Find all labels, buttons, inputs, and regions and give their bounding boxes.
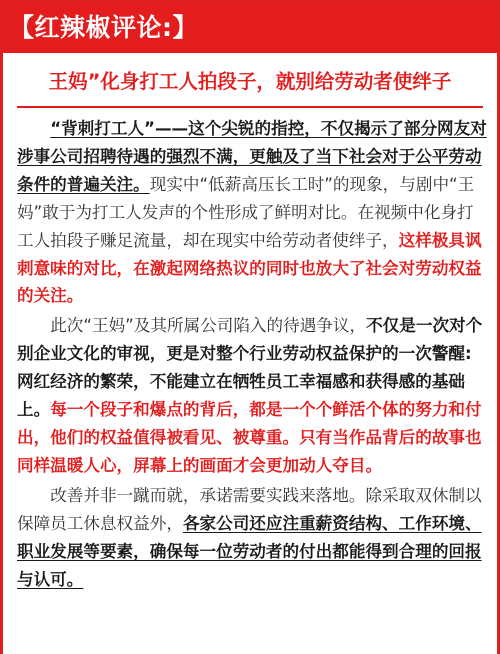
paragraph-3-bold-underlined: 各家公司还应注重薪资结构、工作环境、职业发展等要素，确保每一位劳动者的付出都能得到合理的回报与认可。 (17, 513, 482, 589)
subtitle-divider (17, 106, 483, 108)
paragraph-1-highlight-red: 这样极具讽刺意味的对比，在激起网络热议的同时也放大了社会对劳动权益的关注。 (17, 230, 482, 306)
paragraph-1-body: 现实中“低薪高压长工时”的现象，与剧中“王妈”敢于为打工人发声的个性形成了鲜明对比。在视频中化身打工人拍段子赚足流量，却在现实中给劳动者使绊子， (17, 174, 475, 250)
header-title: 【红辣椒评论:】 (9, 13, 198, 42)
paragraph-3 (17, 482, 487, 594)
article-body (17, 115, 487, 593)
paragraph-2 (17, 312, 487, 479)
article-subtitle: 王妈”化身打工人拍段子，就别给劳动者使绊子 (48, 70, 452, 93)
paragraph-1-lead-underlined: “背刺打工人”——这个尖锐的指控，不仅揭示了部分网友对涉事公司招聘待遇的强烈不满，更触及了当下社会对于公平劳动条件的普遍关注。 (17, 119, 487, 194)
paragraph-1 (17, 115, 487, 310)
comment-header-banner (3, 3, 497, 53)
paragraph-2-highlight-red: 每一个段子和爆点的背后，都是一个个鲜活个体的努力和付出，他们的权益值得被看见、被尊重。只有当作品背后的故事也同样温暖人心，屏幕上的画面才会更加动人夺目。 (17, 400, 482, 475)
paragraph-3-lead: 改善并非一蹴而就，承诺需要实践来落地。除采取双休制以保障员工休息权益外， (17, 485, 482, 533)
paragraph-2-bold: 不仅是一次对个别企业文化的审视，更是对整个行业劳动权益保护的一次警醒:网红经济的繁荣，不能建立在牺牲员工幸福感和获得感的基础上。 (17, 316, 483, 420)
paragraph-2-lead: 此次“王妈”及其所属公司陷入的待遇争议， (50, 316, 367, 336)
